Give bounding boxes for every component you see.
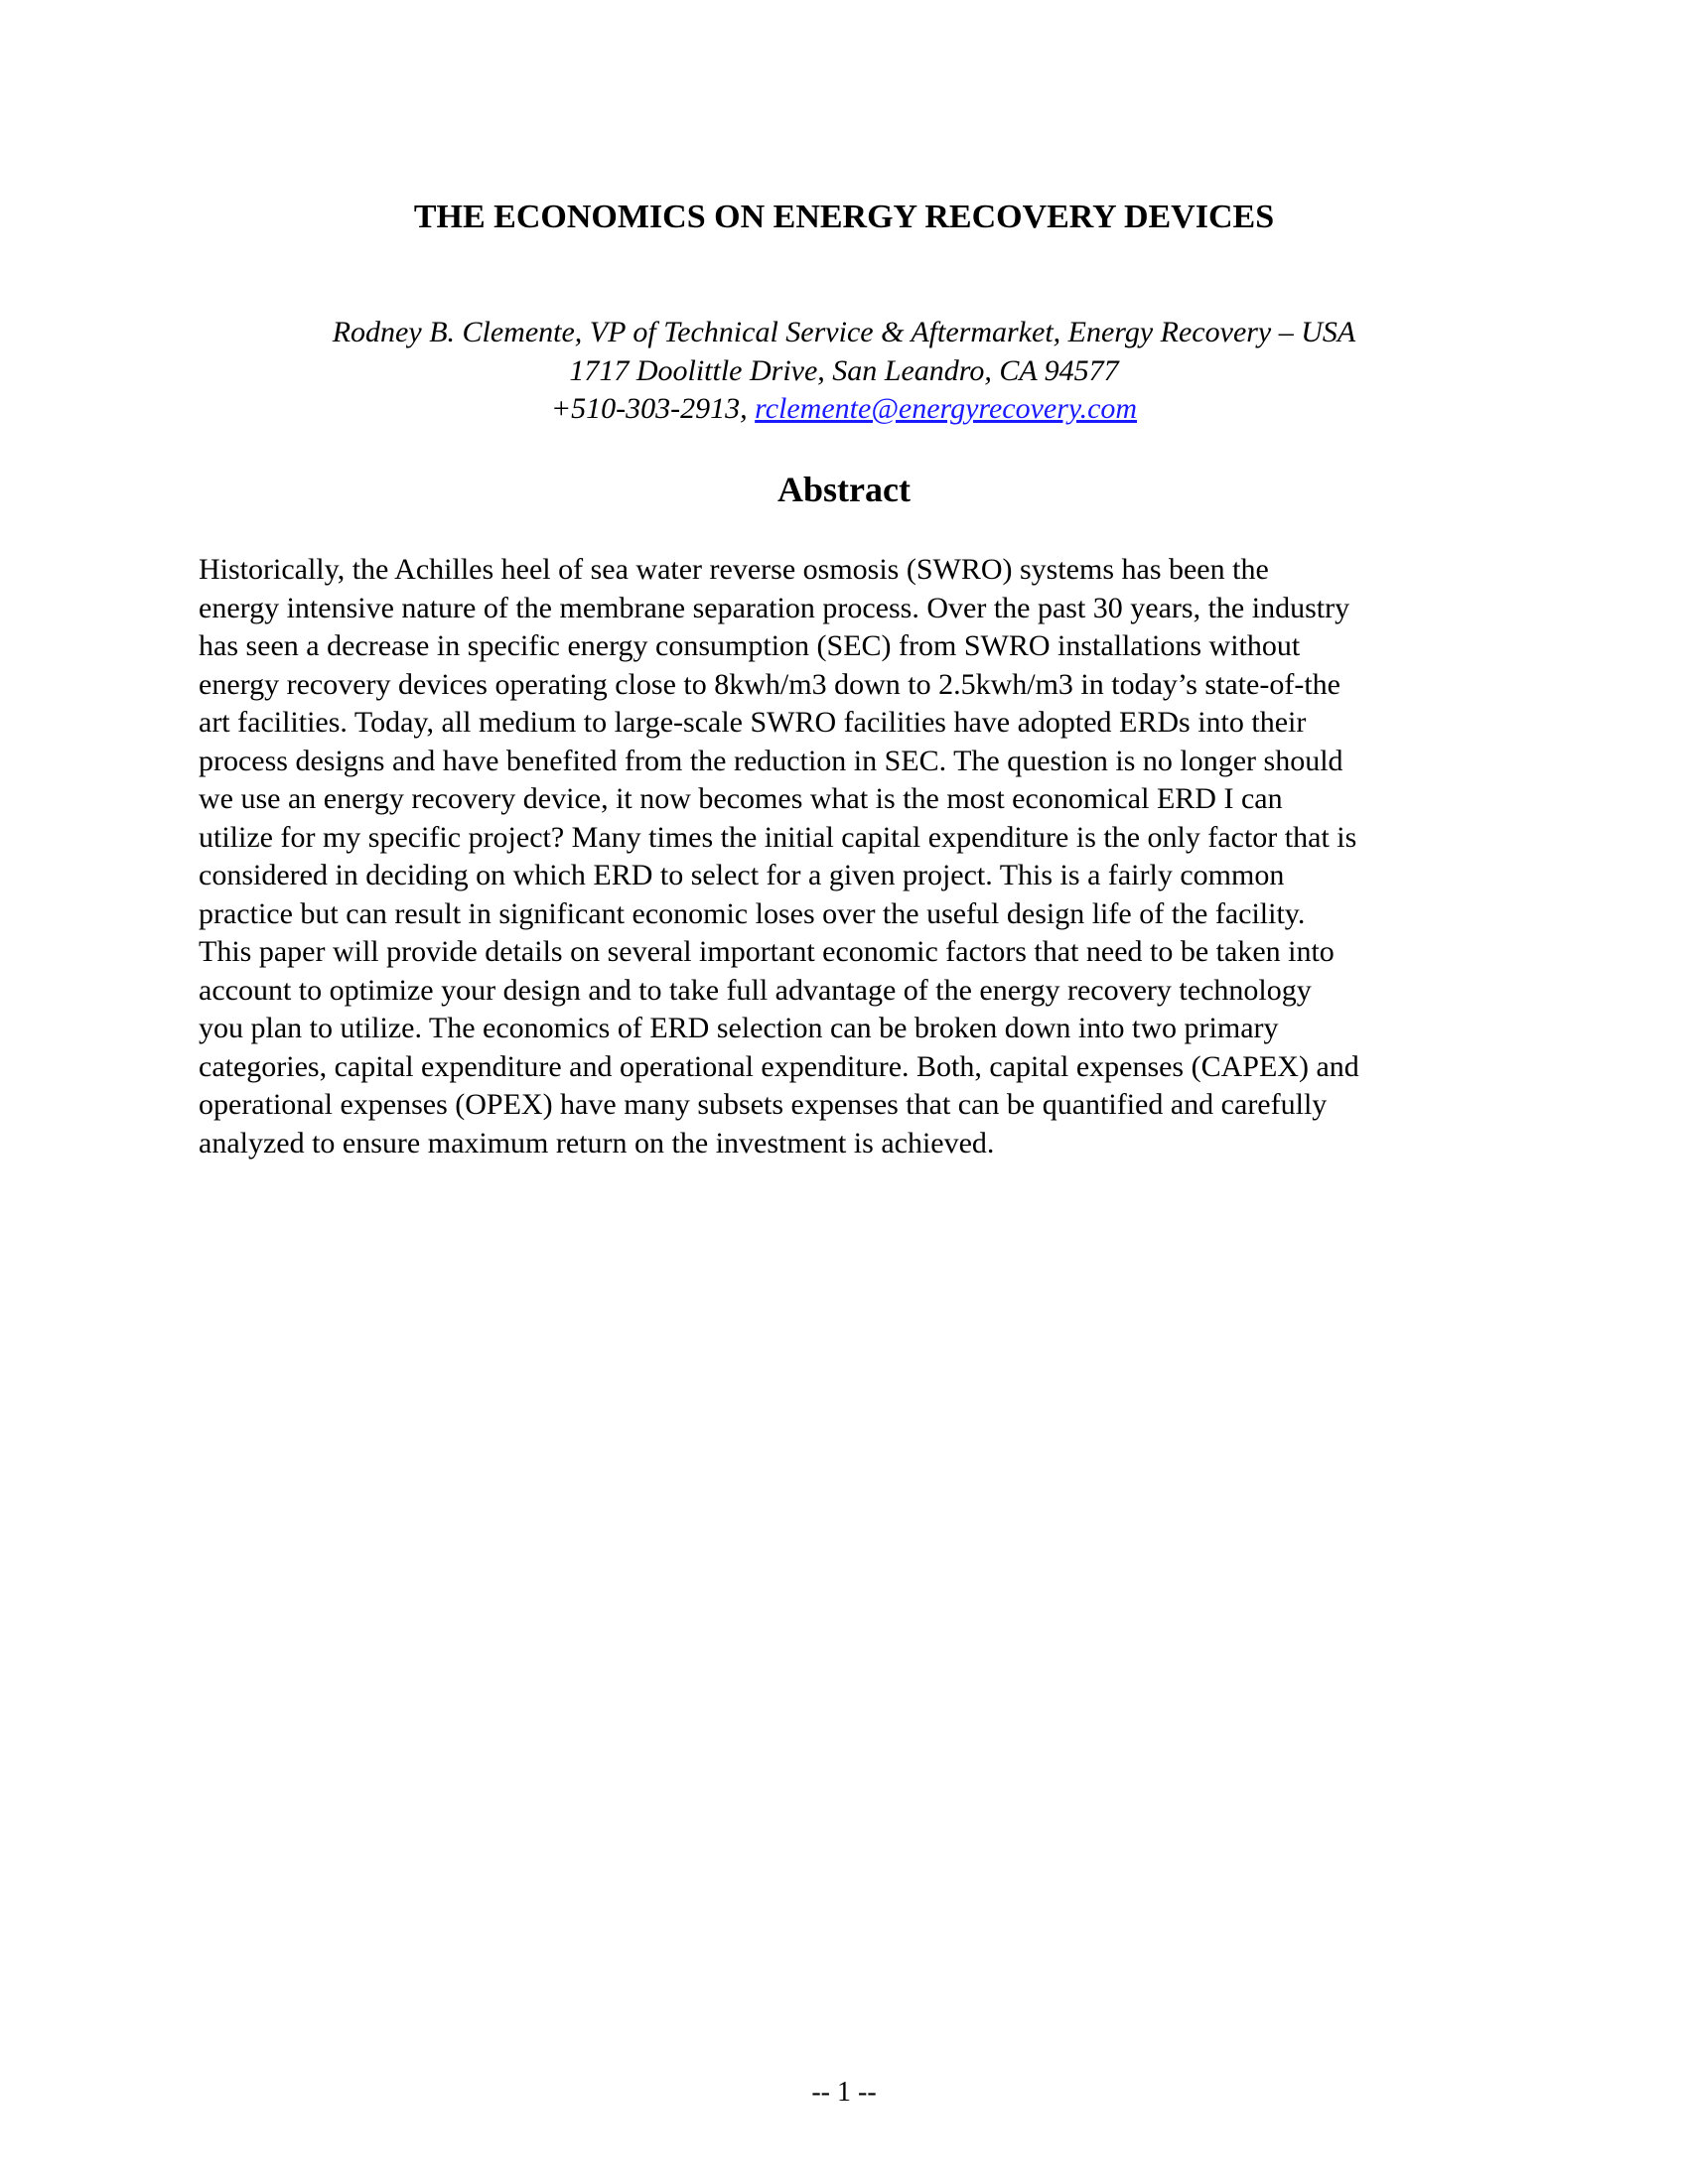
abstract-line: analyzed to ensure maximum return on the investment is achieved. xyxy=(199,1126,995,1160)
author-email-link[interactable]: rclemente@energyrecovery.com xyxy=(755,392,1138,425)
abstract-line: considered in deciding on which ERD to select for a given project. This is a fairly common xyxy=(199,859,1285,891)
abstract-heading: Abstract xyxy=(777,470,911,509)
author-contact xyxy=(0,390,1688,429)
author-affiliation: Rodney B. Clemente, VP of Technical Service & Aftermarket, Energy Recovery – USA xyxy=(332,316,1356,348)
abstract-line: practice but can result in significant economic loses over the useful design life of the facility. xyxy=(199,896,1306,930)
abstract-line: we use an energy recovery device, it now becomes what is the most economical ERD I can xyxy=(199,782,1283,815)
abstract-line: has seen a decrease in specific energy consumption (SEC) from SWRO installations without xyxy=(199,629,1301,662)
author-phone: +510-303-2913, xyxy=(550,392,756,425)
author-block xyxy=(0,314,1688,429)
abstract-body xyxy=(199,551,1499,1162)
abstract-line: account to optimize your design and to take full advantage of the energy recovery technology xyxy=(199,973,1312,1007)
abstract-line: art facilities. Today, all medium to large-scale SWRO facilities have adopted ERDs into their xyxy=(199,706,1307,739)
abstract-line: you plan to utilize. The economics of ERD selection can be broken down into two primary xyxy=(199,1012,1279,1044)
abstract-line: Historically, the Achilles heel of sea water reverse osmosis (SWRO) systems has been the xyxy=(199,553,1269,586)
page-number: -- 1 -- xyxy=(811,2077,877,2108)
abstract-line: This paper will provide details on several important economic factors that need to be taken into xyxy=(199,935,1335,968)
author-address: 1717 Doolittle Drive, San Leandro, CA 94577 xyxy=(569,353,1119,387)
abstract-line: energy recovery devices operating close to 8kwh/m3 down to 2.5kwh/m3 in today’s state-of-the xyxy=(199,667,1340,701)
abstract-line: utilize for my specific project? Many times the initial capital expenditure is the only factor that is xyxy=(199,820,1357,854)
abstract-line: categories, capital expenditure and operational expenditure. Both, capital expenses (CAPEX) and xyxy=(199,1049,1359,1083)
abstract-line: energy intensive nature of the membrane separation process. Over the past 30 years, the industry xyxy=(199,591,1350,624)
abstract-line: operational expenses (OPEX) have many subsets expenses that can be quantified and carefully xyxy=(199,1088,1328,1121)
abstract-line: process designs and have benefited from the reduction in SEC. The question is no longer should xyxy=(199,744,1343,777)
document-title: THE ECONOMICS ON ENERGY RECOVERY DEVICES xyxy=(413,199,1275,235)
